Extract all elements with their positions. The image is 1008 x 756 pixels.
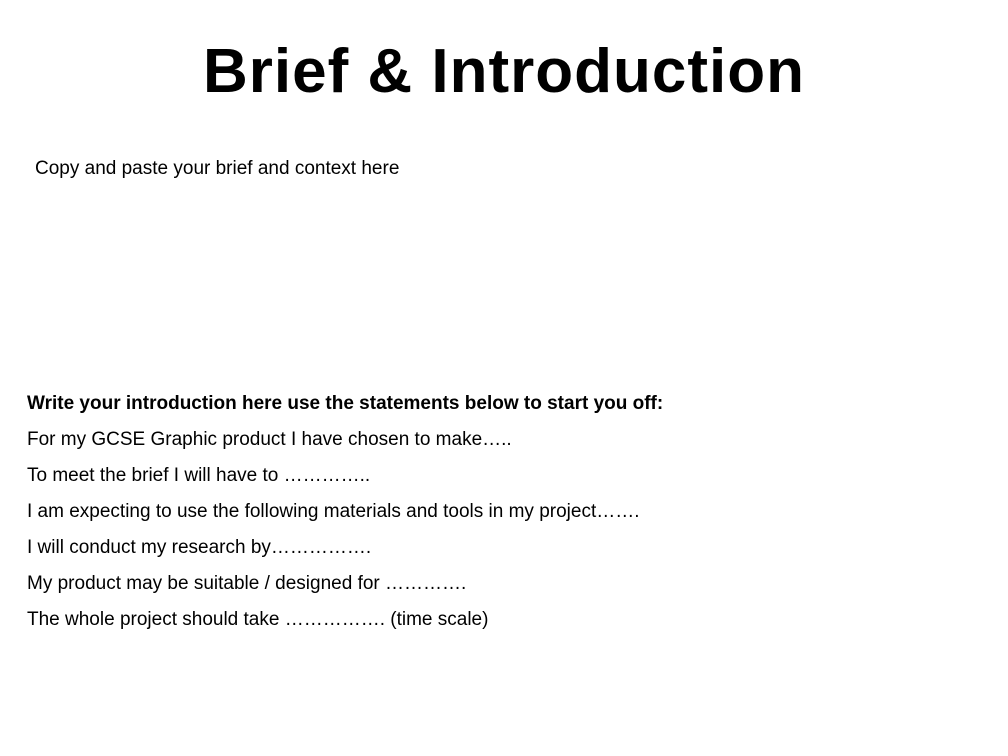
brief-placeholder-text: Copy and paste your brief and context here	[35, 158, 400, 179]
starter-statement: My product may be suitable / designed for ………….	[27, 573, 467, 594]
starter-statement: I will conduct my research by…………….	[27, 537, 372, 558]
introduction-heading: Write your introduction here use the statements below to start you off:	[27, 393, 664, 414]
starter-statement: I am expecting to use the following materials and tools in my project…….	[27, 501, 640, 522]
page-title: Brief & Introduction	[202, 37, 806, 106]
starter-statement: The whole project should take ……………. (time scale)	[27, 609, 489, 630]
starter-statement: For my GCSE Graphic product I have chosen to make…..	[27, 429, 512, 450]
starter-statement-list	[27, 426, 977, 634]
brief-text-area[interactable]	[35, 156, 975, 356]
starter-statement: To meet the brief I will have to …………..	[27, 465, 371, 486]
introduction-section[interactable]	[27, 390, 977, 642]
